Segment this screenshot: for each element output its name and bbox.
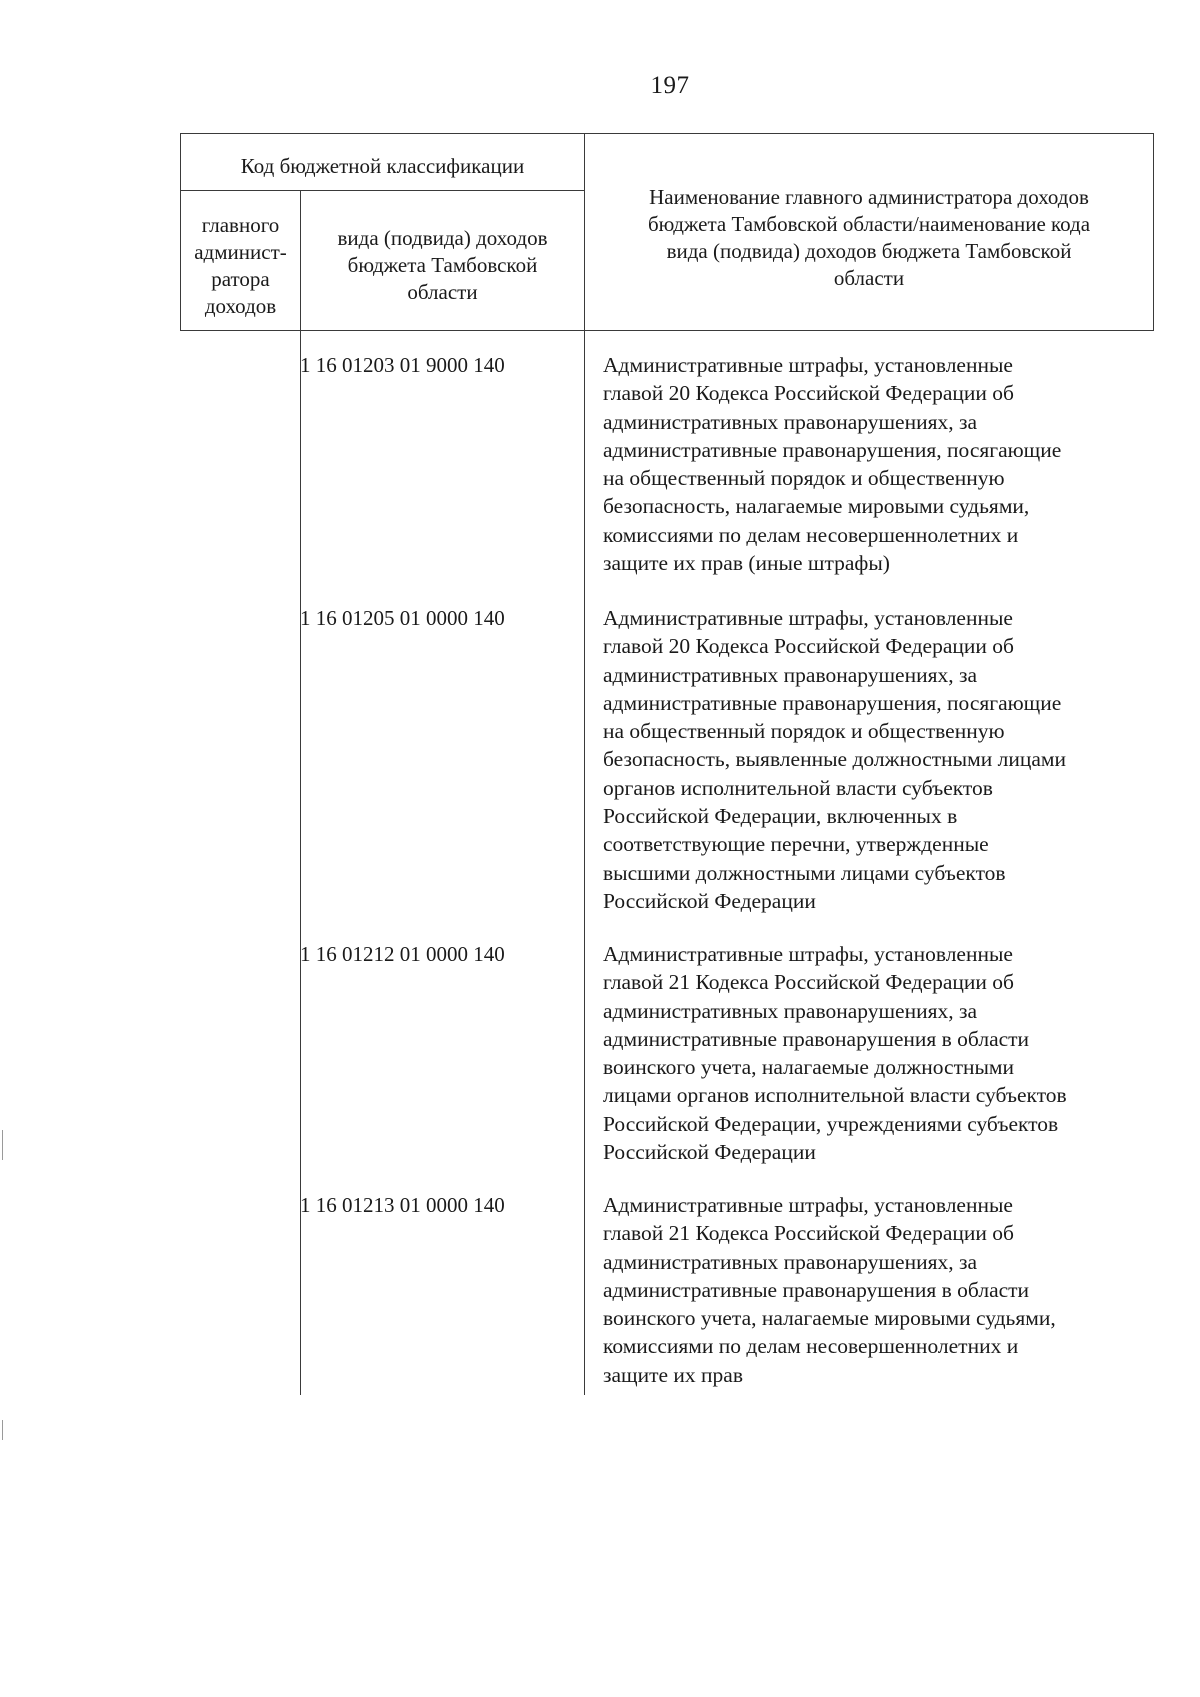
header-name-line: Наименование главного администратора доходов [649,185,1089,209]
row-name-line: защите их прав [603,1362,743,1387]
code-column-separator [584,133,585,1395]
row-name-line: воинского учета, налагаемые должностными [603,1055,1015,1080]
row-name-line: административных правонарушениях, за [603,409,978,434]
row-name-line: комиссиями по делам несовершеннолетних и [603,1334,1019,1359]
header-name-line: вида (подвида) доходов бюджета Тамбовской [666,239,1072,263]
header-name-column [585,184,1153,292]
row-name-line: на общественный порядок и общественную [603,466,1005,491]
row-name-line: Административные штрафы, установленные [603,353,1013,377]
row-code: 1 16 01212 01 0000 140 [300,942,505,966]
row-name-line: административных правонарушениях, за [603,662,978,687]
row-name-line: Административные штрафы, установленные [603,1193,1013,1217]
row-name-line: административные правонарушения, посягающие [603,690,1062,715]
row-name-line: главой 21 Кодекса Российской Федерации об [603,1221,1014,1246]
header-admin-line: доходов [204,294,277,318]
table-right-border [1153,133,1154,331]
header-code-column [301,225,584,306]
group-title-divider [180,190,584,191]
header-code-line: области [407,280,478,304]
row-name-line: лицами органов исполнительной власти субъектов [603,1083,1067,1108]
header-code-line: бюджета Тамбовской [347,253,538,277]
row-name-line: административные правонарушения в области [603,1026,1030,1051]
group-title: Код бюджетной классификации [240,154,525,178]
row-name-line: Административные штрафы, установленные [603,606,1013,630]
row-name-line: Российской Федерации [603,888,816,913]
row-name-line: соответствующие перечни, утвержденные [603,832,989,857]
header-bottom-border [180,330,1154,331]
row-name-line: органов исполнительной власти субъектов [603,775,993,800]
header-admin-line: ратора [211,267,270,291]
scan-mark [2,1420,3,1440]
header-code-line: вида (подвида) доходов [337,226,548,250]
row-name-line: Российской Федерации [603,1140,816,1165]
row-name-line: главой 20 Кодекса Российской Федерации об [603,634,1014,659]
header-admin-line: главного [201,213,280,237]
row-name-line: главой 21 Кодекса Российской Федерации об [603,970,1014,995]
header-admin-column [181,212,300,320]
row-name-line: комиссиями по делам несовершеннолетних и [603,522,1019,547]
row-code: 1 16 01213 01 0000 140 [300,1193,505,1217]
row-name-line: Российской Федерации, включенных в [603,804,958,829]
row-name [603,351,1143,577]
row-name-line: безопасность, выявленные должностными лицами [603,747,1067,772]
row-name-line: высшими должностными лицами субъектов [603,860,1006,885]
row-name [603,940,1143,1166]
row-name [603,604,1143,915]
row-name-line: на общественный порядок и общественную [603,719,1005,744]
row-code: 1 16 01203 01 9000 140 [300,353,505,377]
row-name-line: главой 20 Кодекса Российской Федерации об [603,381,1014,406]
row-name [603,1191,1143,1389]
row-code: 1 16 01205 01 0000 140 [300,606,505,630]
header-name-line: области [833,266,905,290]
row-name-line: воинского учета, налагаемые мировыми судьями, [603,1306,1056,1331]
table-top-border [180,133,1154,134]
row-name-line: безопасность, налагаемые мировыми судьями, [603,494,1030,519]
row-name-line: административных правонарушениях, за [603,998,978,1023]
header-name-line: бюджета Тамбовской области/наименование кода [647,212,1091,236]
header-admin-line: админист- [194,240,287,264]
scan-mark [2,1130,3,1160]
row-name-line: защите их прав (иные штрафы) [603,551,890,576]
page-number: 197 [650,72,690,99]
row-name-line: Российской Федерации, учреждениями субъектов [603,1111,1059,1136]
row-name-line: административные правонарушения, посягающие [603,437,1062,462]
row-name-line: административные правонарушения в области [603,1277,1030,1302]
row-name-line: Административные штрафы, установленные [603,942,1013,966]
row-name-line: административных правонарушениях, за [603,1249,978,1274]
